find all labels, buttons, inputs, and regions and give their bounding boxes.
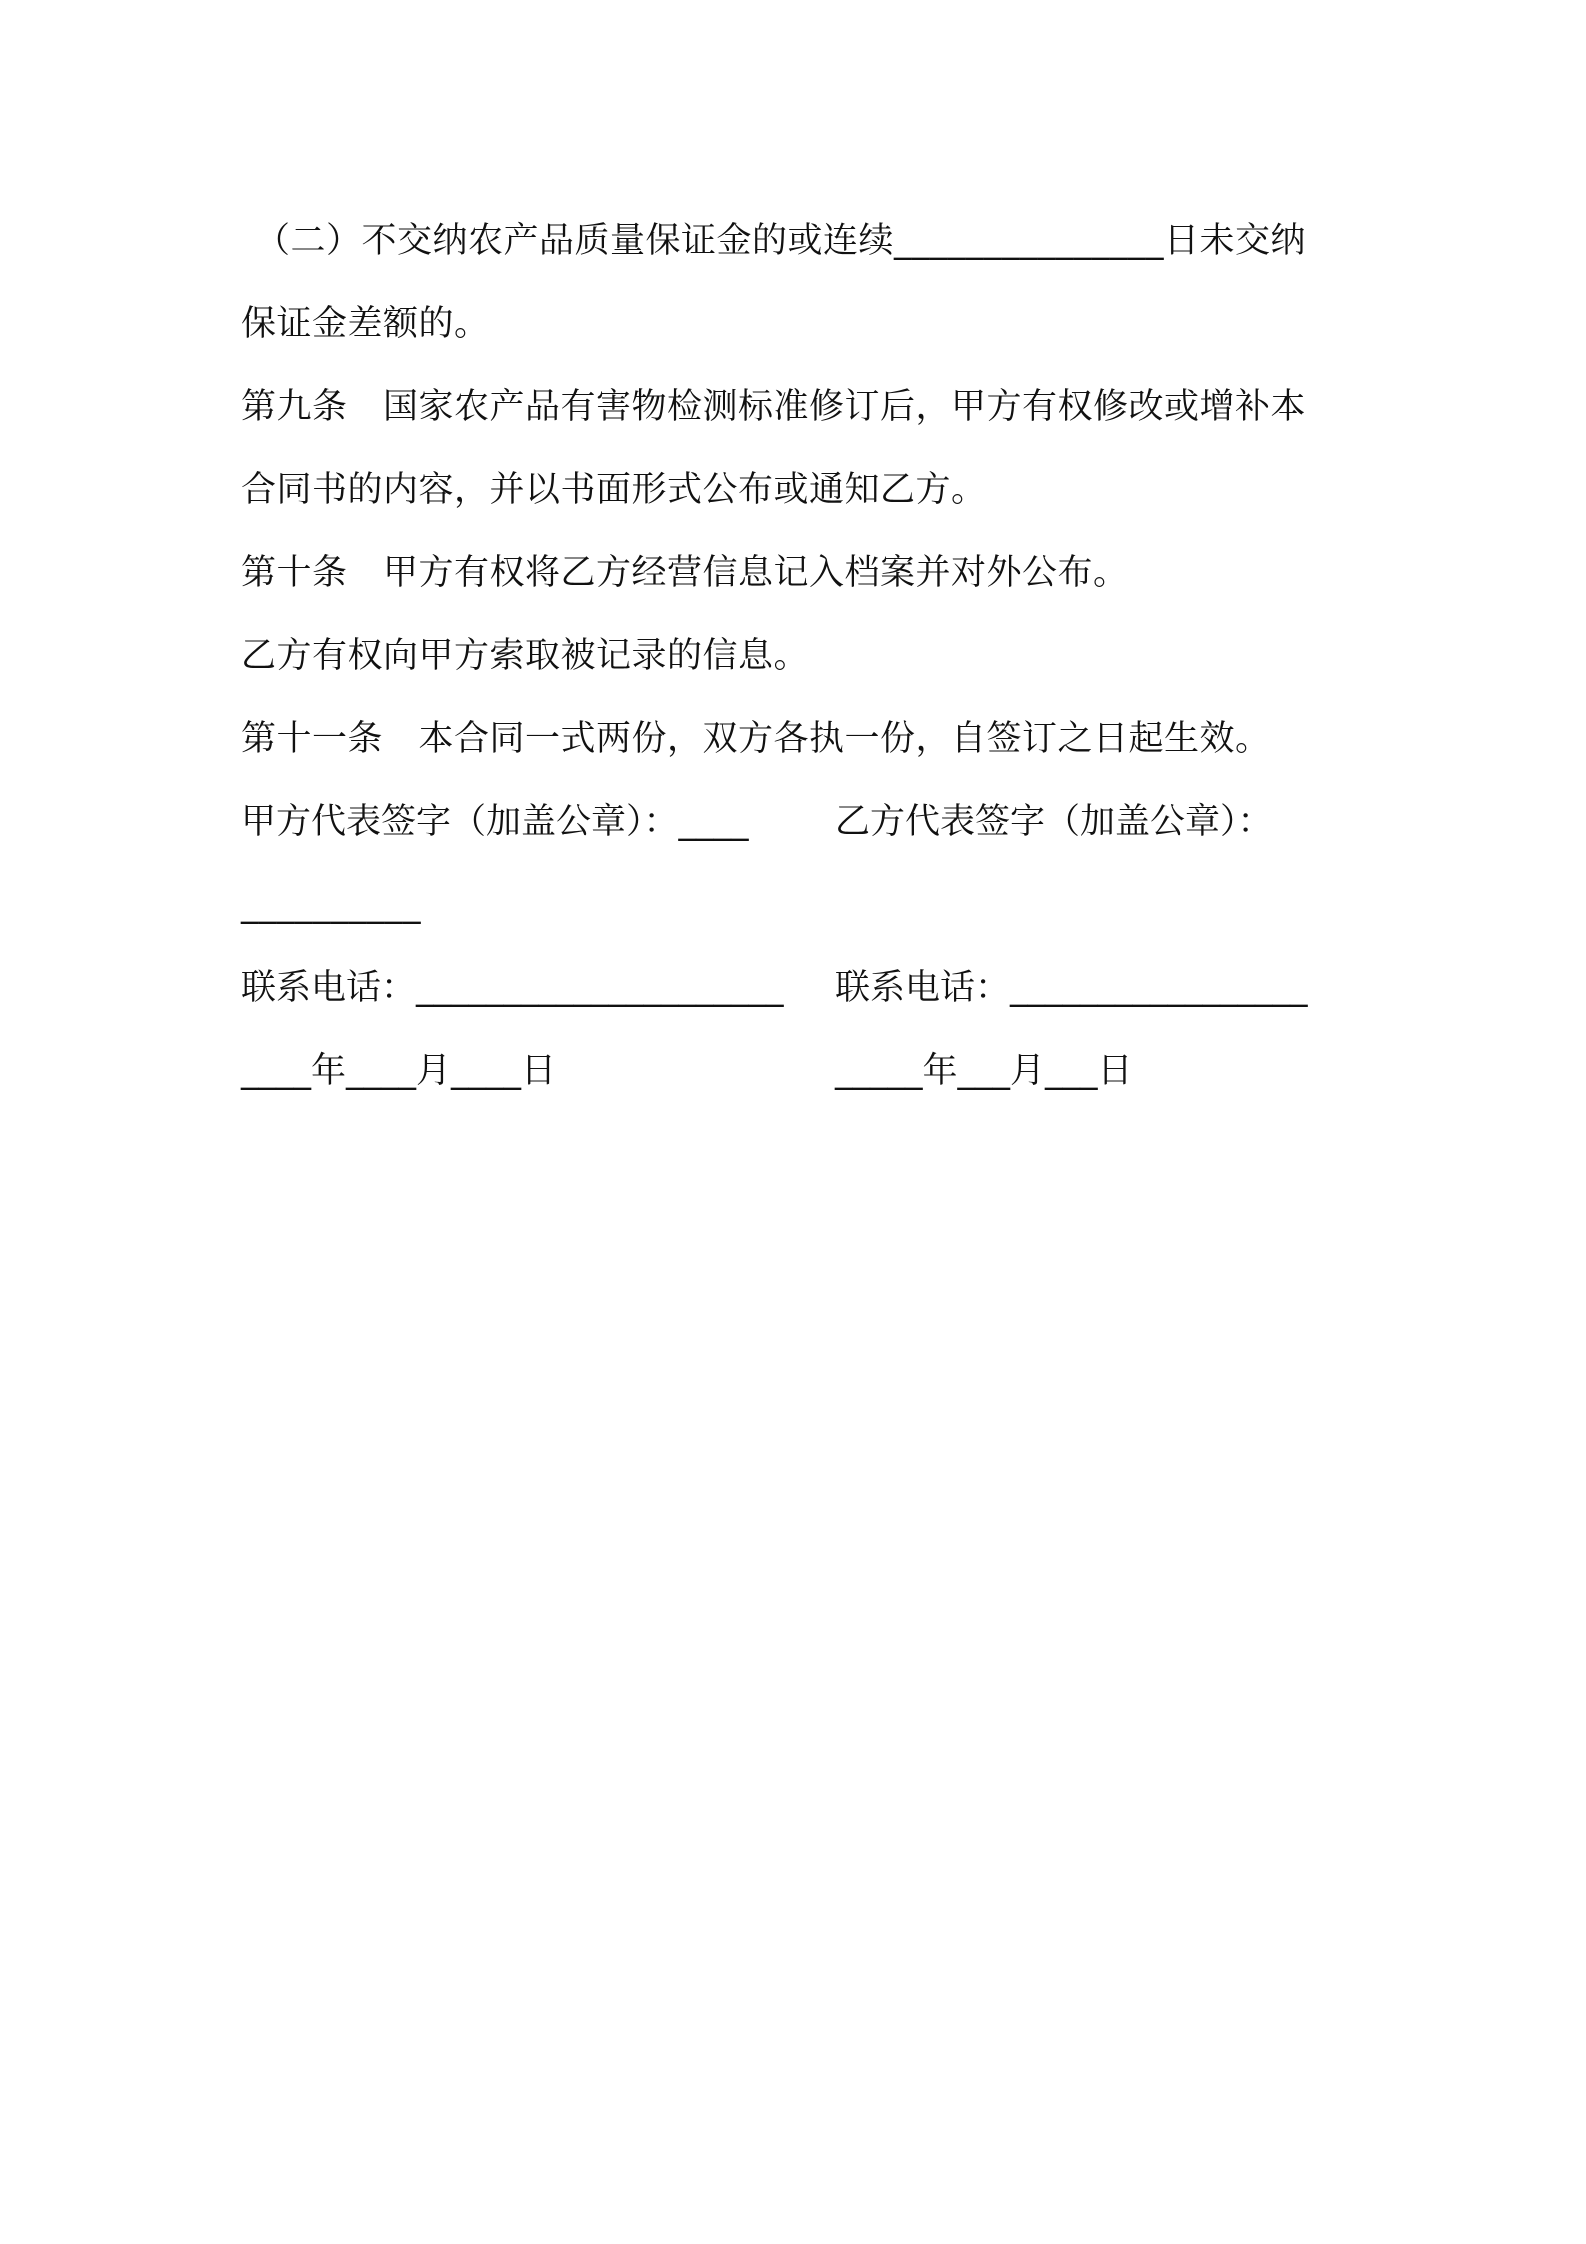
party-a-phone: 联系电话：_____________________	[241, 968, 784, 1008]
article-9-line-1: 第九条 国家农产品有害物检测标准修订后，甲方有权修改或增补本	[241, 387, 1307, 427]
article-10-line-1: 第十条 甲方有权将乙方经营信息记入档案并对外公布。	[241, 553, 1129, 593]
clause-2-line-1: （二）不交纳农产品质量保证金的或连续_______________日未交纳	[255, 221, 1307, 261]
date-row	[241, 1030, 1351, 1113]
party-b-date: _____年___月___日	[835, 1051, 1133, 1091]
article-11: 第十一条 本合同一式两份，双方各执一份，自签订之日起生效。	[241, 719, 1271, 759]
party-b-signature-blank: __________	[241, 885, 421, 925]
party-b-signature: 乙方代表签字（加盖公章）：	[835, 802, 1273, 842]
party-a-signature: 甲方代表签字（加盖公章）：____	[241, 802, 749, 842]
document-body	[241, 200, 1351, 1113]
article-9-line-2: 合同书的内容，并以书面形式公布或通知乙方。	[241, 470, 987, 510]
party-a-date: ____年____月____日	[241, 1051, 557, 1091]
clause-2-line-2: 保证金差额的。	[241, 304, 490, 344]
signature-row	[241, 781, 1351, 864]
phone-row	[241, 947, 1351, 1030]
article-10-line-2: 乙方有权向甲方索取被记录的信息。	[241, 636, 810, 676]
party-b-phone: 联系电话：_________________	[835, 968, 1308, 1008]
